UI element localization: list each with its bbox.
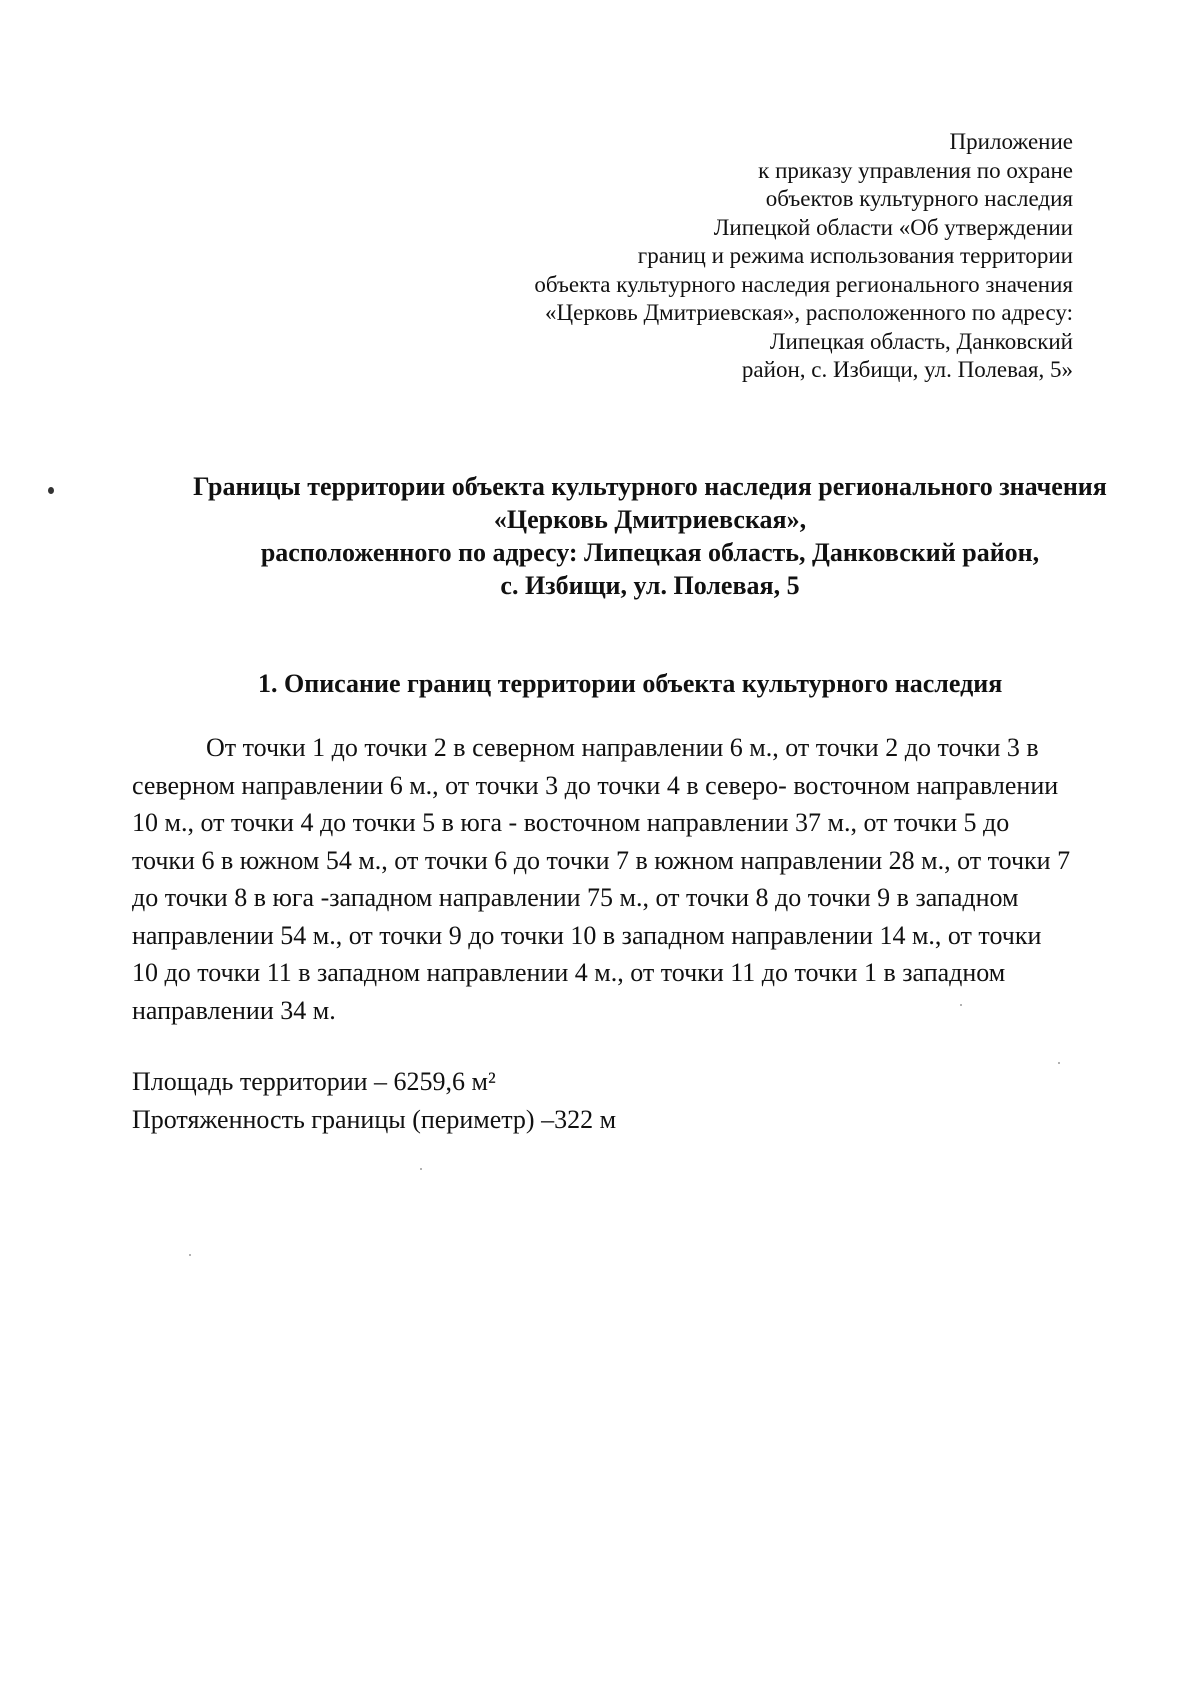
boundary-description — [132, 729, 1142, 1029]
title-line: «Церковь Дмитриевская», — [493, 505, 807, 534]
section-heading: 1. Описание границ территории объекта культурного наследия — [258, 669, 1003, 698]
appendix-line: объектов культурного наследия — [765, 186, 1073, 211]
paragraph-line: 10 м., от точки 4 до точки 5 в юга - восточном направлении 37 м., от точки 5 до — [132, 808, 1010, 837]
appendix-line: к приказу управления по охране — [758, 157, 1073, 183]
paragraph-line: От точки 1 до точки 2 в северном направлении 6 м., от точки 2 до точки 3 в — [206, 733, 1039, 762]
paragraph-line: точки 6 в южном 54 м., от точки 6 до точки 7 в южном направлении 28 м., от точки 7 — [132, 845, 1071, 875]
appendix-line: Липецкой области «Об утверждении — [713, 214, 1073, 240]
appendix-line: Липецкая область, Данковский — [769, 328, 1073, 354]
appendix-line: «Церковь Дмитриевская», расположенного по адресу: — [545, 300, 1073, 325]
title-line: расположенного по адресу: Липецкая область, Данковский район, — [260, 538, 1040, 567]
territory-summary — [132, 1063, 616, 1139]
scan-dot-mark — [48, 487, 54, 494]
scan-speck — [189, 1254, 191, 1256]
paragraph-line: 10 до точки 11 в западном направлении 4 м., от точки 11 до точки 1 в западном — [132, 958, 1006, 987]
scan-speck — [420, 1168, 422, 1170]
paragraph-line: направлении 34 м. — [132, 995, 336, 1025]
title-line: Границы территории объекта культурного наследия регионального значения — [193, 472, 1107, 501]
area-value: Площадь территории – 6259,6 м² — [132, 1067, 496, 1096]
perimeter-value: Протяженность границы (периметр) –322 м — [132, 1105, 617, 1134]
scan-speck — [1058, 1062, 1060, 1064]
appendix-line: Приложение — [949, 129, 1073, 154]
appendix-line: район, с. Избищи, ул. Полевая, 5» — [741, 357, 1073, 382]
appendix-block — [433, 128, 1073, 385]
scan-speck — [960, 1004, 962, 1006]
paragraph-line: до точки 8 в юга -западном направлении 75 м., от точки 8 до точки 9 в западном — [132, 883, 1019, 912]
title-line: с. Избищи, ул. Полевая, 5 — [500, 571, 800, 600]
paragraph-line: направлении 54 м., от точки 9 до точки 10 в западном направлении 14 м., от точки — [132, 920, 1042, 950]
appendix-line: границ и режима использования территории — [637, 243, 1073, 268]
appendix-line: объекта культурного наследия регионального значения — [534, 271, 1073, 297]
document-title — [100, 470, 1200, 602]
paragraph-line: северном направлении 6 м., от точки 3 до точки 4 в северо- восточном направлении — [132, 770, 1059, 800]
